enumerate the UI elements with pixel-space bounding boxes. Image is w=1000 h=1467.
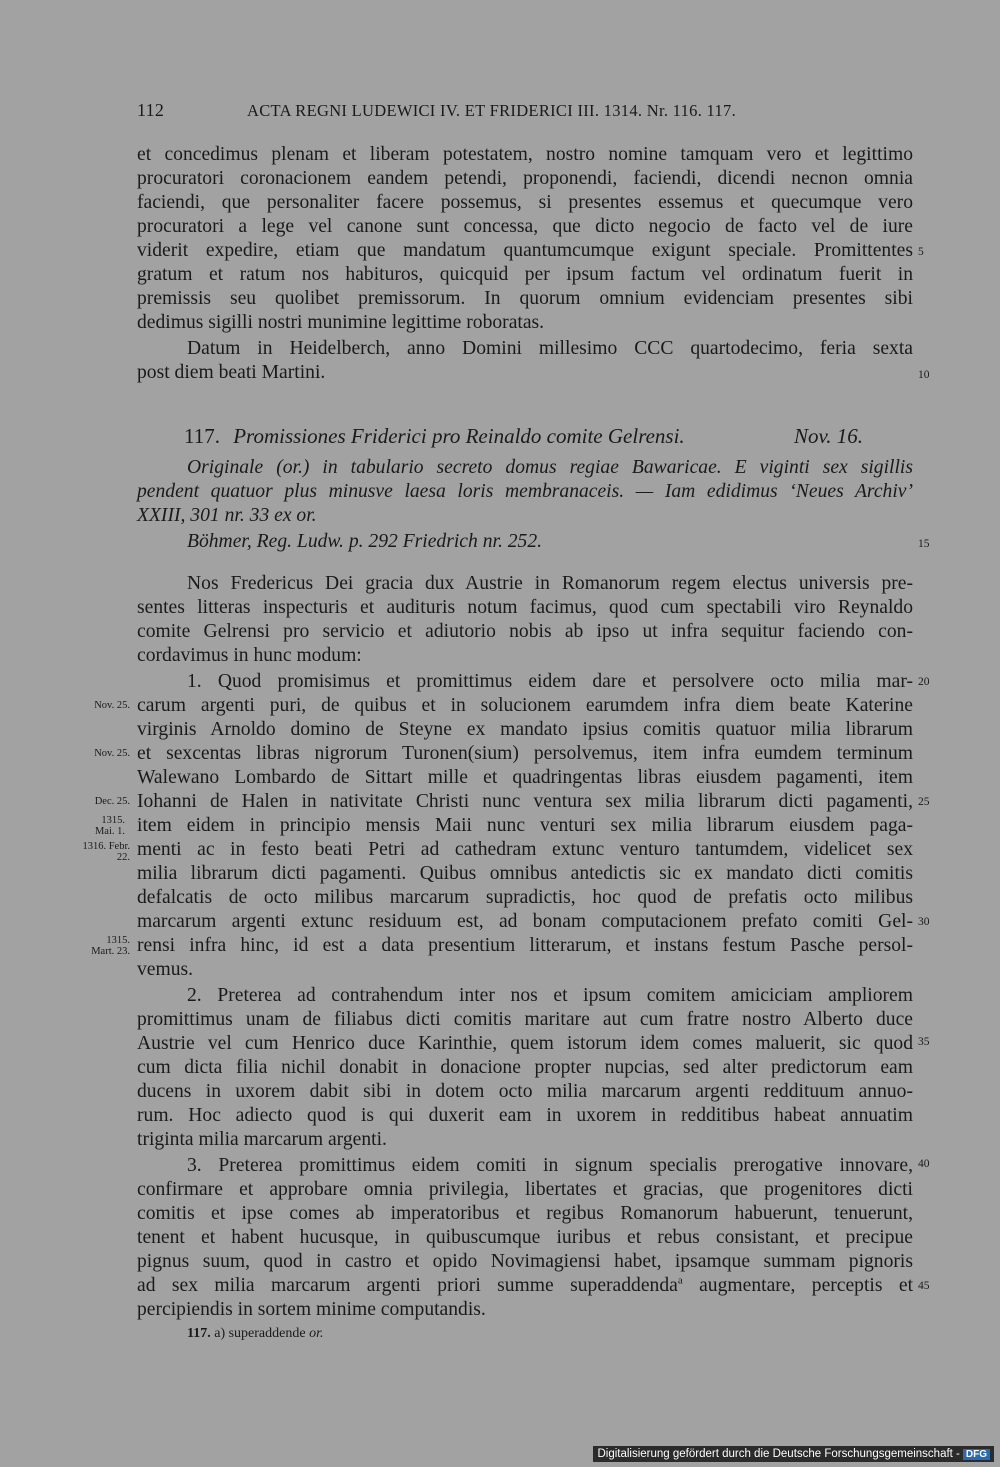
text-line: triginta milia marcarum argenti. (137, 1129, 387, 1150)
text-line: item eidem in principio mensis Maii nunc venturi sex milia librarum eiusdem paga- (137, 815, 913, 836)
source-line: pendent quatuor plus minusve laesa loris membranaceis. — Iam edidimus ‘Neues Archiv’ (137, 481, 913, 502)
text-line: rensi infra hinc, id est a data presentium litterarum, et instans festum Pasche persol- (137, 935, 913, 956)
margin-note: 1315. Mai. 1. (94, 815, 125, 837)
footnote (187, 1326, 323, 1342)
running-head: ACTA REGNI LUDEWICI IV. ET FRIDERICI III. 1314. Nr. 116. 117. (247, 101, 737, 120)
text-line: carum argenti puri, de quibus et in solucionem earumdem infra diem beate Katerine (137, 695, 913, 716)
footnote-number: 117. (187, 1326, 211, 1341)
text-line: menti ac in festo beati Petri ad cathedram extunc venturo tantumdem, videlicet sex (137, 839, 913, 860)
line-number: 40 (918, 1158, 930, 1170)
text-line: marcarum argenti extunc residuum est, ad bonam computacionem prefato comiti Gel- (137, 911, 913, 932)
text-line: procuratori coronacionem eandem petendi, proponendi, faciendi, dicendi necnon omnia (137, 168, 913, 189)
text-line: cordavimus in hunc modum: (137, 645, 362, 666)
margin-note: Dec. 25. (94, 796, 130, 807)
text-line: post diem beati Martini. (137, 362, 326, 383)
dfg-logo: DFG (963, 1449, 990, 1460)
text-line: Nos Fredericus Dei gracia dux Austrie in Romanorum regem electus universis pre- (187, 573, 913, 594)
margin-note: Nov. 25. (94, 748, 130, 759)
footnote-marker: a (677, 1274, 683, 1287)
text-line: milia librarum dicti pagamenti. Quibus omnibus antedictis sic ex mandato dicti comitis (137, 863, 913, 884)
line-number: 5 (918, 246, 924, 258)
text-line: 1. Quod promisimus et promittimus eidem dare et persolvere octo milia mar- (187, 671, 913, 692)
source-line: Böhmer, Reg. Ludw. p. 292 Friedrich nr. 252. (187, 531, 543, 552)
text-line: 3. Preterea promittimus eidem comiti in signum specialis prerogative innovare, (187, 1155, 913, 1176)
line-number: 25 (918, 796, 930, 808)
doc117-heading (184, 424, 884, 449)
text-line: 2. Preterea ad contrahendum inter nos et ipsum comitem amiciciam ampliorem (187, 985, 913, 1006)
text-line: defalcatis de octo milibus marcarum supradictis, hoc quod de prefatis octo milibus (137, 887, 913, 908)
doc-title: Promissiones Friderici pro Reinaldo comite Gelrensi. (233, 424, 685, 448)
text-line: Walewano Lombardo de Sittart mille et quadringentas libras eiusdem pagamenti, item (137, 767, 913, 788)
line-number: 45 (918, 1280, 930, 1292)
doc-number: 117. (184, 424, 220, 448)
text-line: rum. Hoc adiecto quod is qui duxerit eam in uxorem in redditibus habeat annuatim (137, 1105, 913, 1126)
text-line: vemus. (137, 959, 194, 980)
text-line: dedimus sigilli nostri munimine legittime roboratas. (137, 312, 545, 333)
line-number: 10 (918, 369, 930, 381)
text-line: virginis Arnoldo domino de Steyne ex mandato ipsius comitis quatuor milia librarum (137, 719, 913, 740)
text-line: et sexcentas libras nigrorum Turonen(sium) persolvemus, item infra eumdem terminum (137, 743, 913, 764)
text-line: confirmare et approbare omnia privilegia, libertates et gracias, que progenitores dicti (137, 1179, 913, 1200)
text-line: promittimus unam de filiabus dicti comitis maritare aut cum fratre nostro Alberto duce (137, 1009, 913, 1030)
line-number: 20 (918, 676, 930, 688)
text-line: viderit expedire, etiam que mandatum quantumcumque exigunt speciale. Promittentes (137, 240, 913, 261)
text-line: premissis seu quolibet premissorum. In quorum omnium evidenciam presentes sibi (137, 288, 913, 309)
digitization-credit (593, 1446, 994, 1462)
margin-note: Nov. 25. (94, 700, 130, 711)
source-line: Originale (or.) in tabulario secreto domus regiae Bawaricae. E viginti sex sigillis (187, 457, 913, 478)
text-line-part: augmentare, perceptis et (682, 1275, 914, 1296)
footnote-siglum: or. (309, 1326, 324, 1341)
line-number: 15 (918, 538, 930, 550)
text-line: ducens in uxorem dabit sibi in dotem octo milia marcarum argenti reddituum annuo- (137, 1081, 913, 1102)
text-line: sentes litteras inspecturis et audituris notum facimus, quod cum spectabili viro Reynaldo (137, 597, 913, 618)
text-line: pignus suum, quod in castro et opido Novimagiensi habet, ipsamque summam pignoris (137, 1251, 913, 1272)
text-line: et concedimus plenam et liberam potestatem, nostro nomine tamquam vero et legittimo (137, 144, 913, 165)
text-line: percipiendis in sortem minime computandis. (137, 1299, 486, 1320)
footnote-text: a) superaddende (214, 1326, 306, 1341)
doc-date: Nov. 16. (794, 424, 864, 448)
text-line: comite Gelrensi pro servicio et adiutorio nobis ab ipso ut infra sequitur faciendo con- (137, 621, 913, 642)
text-line-part: ad sex milia marcarum argenti priori summe superaddenda (137, 1275, 678, 1296)
text-line: Austrie vel cum Henrico duce Karinthie, quem istorum idem comes maluerit, sic quod (137, 1033, 913, 1054)
text-line: cum dicta filia nichil donabit in donacione propter nupcias, sed alter predictorum eam (137, 1057, 913, 1078)
text-line: tenent et habent hucusque, in quibuscumque iuribus et rebus consistant, et precipue (137, 1227, 913, 1248)
text-line: procuratori a lege vel canone sunt concessa, que dicto negocio de facto vel de iure (137, 216, 913, 237)
text-line: Datum in Heidelberch, anno Domini millesimo CCC quartodecimo, feria sexta (187, 338, 913, 359)
margin-note: 1315. Mart. 23. (91, 935, 130, 957)
text-line: faciendi, que personaliter facere possemus, si presentes essemus et quecumque vero (137, 192, 913, 213)
text-line: Iohanni de Halen in nativitate Christi nunc ventura sex milia librarum dicti pagamenti, (137, 791, 913, 812)
text-line: gratum et ratum nos habituros, quicquid per ipsum factum vel ordinatum fuerit in (137, 264, 913, 285)
margin-note: 1316. Febr. 22. (82, 841, 130, 863)
line-number: 30 (918, 916, 930, 928)
source-line: XXIII, 301 nr. 33 ex or. (137, 505, 317, 526)
text-line: comitis et ipse comes ab imperatoribus et regibus Romanorum habuerunt, tenuerunt, (137, 1203, 913, 1224)
page-number: 112 (137, 100, 165, 120)
line-number: 35 (918, 1036, 930, 1048)
text-line (137, 1274, 913, 1298)
credit-text: Digitalisierung gefördert durch die Deutsche Forschungsgemeinschaft - (597, 1448, 960, 1460)
